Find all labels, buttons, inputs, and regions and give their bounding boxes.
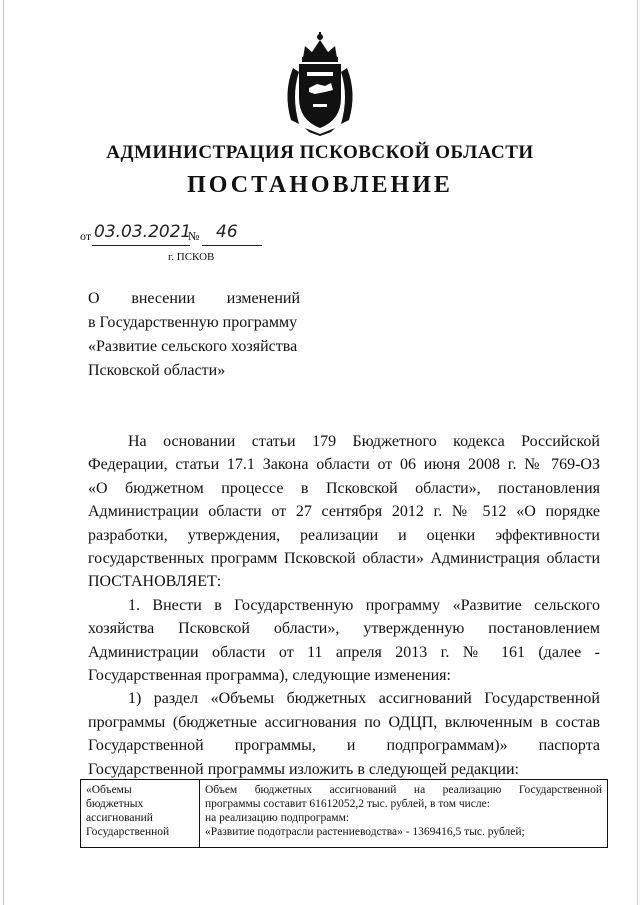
body-line: Государственная программа), следующие изменения: <box>88 667 451 685</box>
body-line: «О бюджетном процессе в Псковской области», постановления <box>88 479 600 497</box>
budget-table <box>80 779 608 848</box>
number-underline <box>202 245 262 246</box>
body-line: Федерации, статьи 17.1 Закона области от 06 июня 2008 г. № 769-ОЗ <box>88 456 600 474</box>
subject-line-2: в Государственную программу <box>88 314 298 331</box>
subject-line-1: О внесении изменений <box>88 290 300 307</box>
table-cell-label: «Объемы бюджетных ассигнований Государственной <box>81 780 200 848</box>
body-line: На основании статьи 179 Бюджетного кодекса Российской <box>128 433 600 450</box>
body-line: 1. Внести в Государственную программу «Развитие сельского <box>128 596 600 614</box>
subject-line-3: «Развитие сельского хозяйства <box>88 338 298 355</box>
document-type-title: ПОСТАНОВЛЕНИЕ <box>187 172 453 198</box>
body-line: разработки, утверждения, реализации и оценки эффективности <box>88 526 600 544</box>
body-line: хозяйства Псковской области», утвержденную постановлением <box>88 620 600 638</box>
city-label: г. ПСКОВ <box>168 251 215 263</box>
date-prefix: от <box>80 229 92 243</box>
table-row <box>81 780 608 848</box>
body-line: ПОСТАНОВЛЯЕТ: <box>88 573 222 591</box>
body-line: Администрации области от 11 апреля 2013 г. № 161 (далее - <box>88 643 600 661</box>
body-line: государственных программ Псковской области» Администрация области <box>88 550 600 568</box>
body-line: 1) раздел «Объемы бюджетных ассигнований Государственной <box>128 690 600 708</box>
scan-edge-left <box>3 0 4 905</box>
body-line: программы (бюджетные ассигнования по ОДЦП, включенным в состав <box>88 713 600 731</box>
date-underline <box>92 245 190 246</box>
organization-title: АДМИНИСТРАЦИЯ ПСКОВСКОЙ ОБЛАСТИ <box>106 142 534 163</box>
document-subject <box>88 287 300 383</box>
document-body <box>88 430 600 781</box>
body-line: Государственной программы изложить в следующей редакции: <box>88 760 519 778</box>
scan-edge-right <box>637 0 638 905</box>
subject-line-4: Псковской области» <box>88 362 226 379</box>
number-handwritten: 46 <box>216 222 238 242</box>
pskov-coat-of-arms-icon <box>275 28 365 136</box>
number-prefix: № <box>188 229 200 243</box>
date-handwritten: 03.03.2021 <box>94 222 192 242</box>
document-date-number <box>80 222 280 246</box>
body-line: Администрации области от 27 сентября 2012 г. № 512 «О порядке <box>88 503 600 521</box>
table-cell-value: Объем бюджетных ассигнований на реализацию Государственной программы составит 61612052,2 тыс. рублей, в том числе: на реализацию подпрограмм: «Развитие подотрасли растениеводства» - 1369416,5 тыс. рублей; <box>200 780 608 848</box>
body-line: Государственной программы, и подпрограммам)» паспорта <box>88 737 600 755</box>
